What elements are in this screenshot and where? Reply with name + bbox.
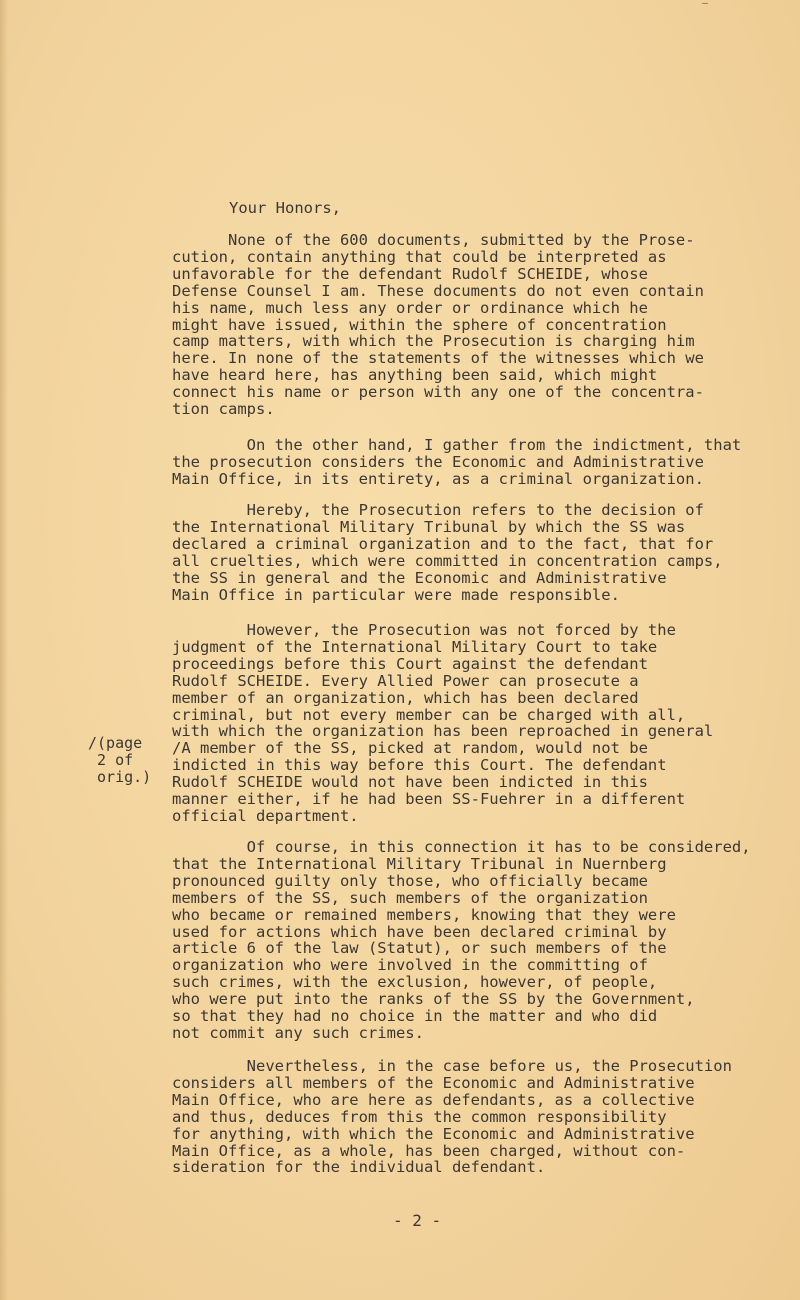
paragraph-3: Hereby, the Prosecution refers to the decision of the International Military Tribunal by which the SS was declared a criminal organization and to the fact, that for all cruelties, which were committed in concentration camps, the SS in general and the Economic and Administrative Main Office in particular were made responsible. [172, 501, 723, 604]
paragraph-1: None of the 600 documents, submitted by the Prose- cution, contain anything that could be interpreted as unfavorable for the defendant Rudolf SCHEIDE, whose Defense Counsel I am. These documents do not even contain his name, much less any order or ordinance which he might have issued, within the sphere of concentration camp matters, with which the Prosecution is charging him here. In none of the statements of the witnesses which we have heard here, has anything been said, which might connect his name or person with any one of the concentra- tion camps. [172, 231, 704, 419]
paragraph-5: Of course, in this connection it has to be considered, that the International Military Tribunal in Nuernberg pronounced guilty only those, who officially became members of the SS, such members of the organization who became or remained members, knowing that they were used for actions which have been declared criminal by article 6 of the law (Statut), or such members of the organization who were involved in the committing of such crimes, with the exclusion, however, of people, who were put into the ranks of the SS by the Government, so that they had no choice in the matter and who did not commit any such crimes. [172, 838, 751, 1042]
paper-mark: ‒ [702, 0, 709, 9]
margin-note-page-reference: /(page 2 of orig.) [88, 734, 152, 786]
paragraph-2: On the other hand, I gather from the indictment, that the prosecution considers the Economic and Administrative Main Office, in its entirety, as a criminal organization. [172, 436, 742, 488]
paper-edge-shadow [0, 0, 8, 1300]
paragraph-4: However, the Prosecution was not forced by the judgment of the International Military Court to take proceedings before this Court against the defendant Rudolf SCHEIDE. Every Allied Power can prosecute a member of an organization, which has been declared criminal, but not every member can be charged with all, with which the organization has been reproached in general /A member of the SS, picked at random, would not be indicted in this way before this Court. The defendant Rudolf SCHEIDE would not have been indicted in this manner either, if he had been SS-Fuehrer in a different official department. [172, 621, 714, 825]
paragraph-6: Nevertheless, in the case before us, the Prosecution considers all members of the Economic and Administrative Main Office, who are here as defendants, as a collective and thus, deduces from this the common responsibility for anything, with which the Economic and Administrative Main Office, as a whole, has been charged, without con- sideration for the individual defendant. [172, 1057, 732, 1177]
salutation: Your Honors, [229, 199, 341, 217]
page-number: - 2 - [393, 1211, 442, 1230]
